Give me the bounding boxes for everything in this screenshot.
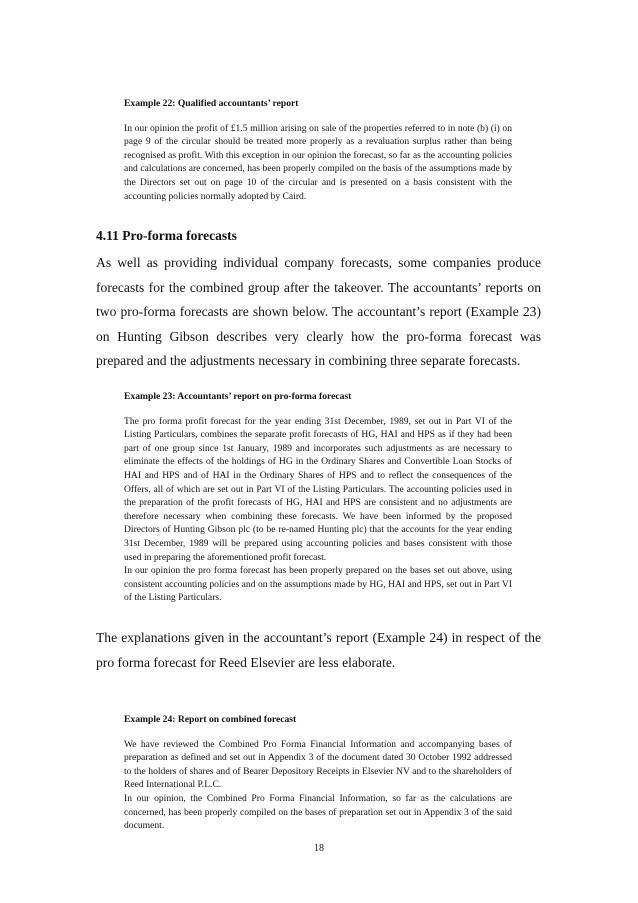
example-22: [124, 97, 512, 203]
example-24: [124, 713, 512, 833]
example-23-title: Example 23: Accountants’ report on pro-forma forecast: [124, 391, 352, 402]
section-heading: 4.11 Pro-forma forecasts: [96, 228, 237, 243]
paragraph-2: The explanations given in the accountant’s report (Example 24) in respect of the pro forma forecast for Reed Elsevier are less elaborate.: [96, 630, 541, 670]
example-23: [124, 390, 512, 605]
example-24-title: Example 24: Report on combined forecast: [124, 714, 297, 725]
example-23-text-1: The pro forma profit forecast for the year ending 31st December, 1989, set out in Part VI of the Listing Particulars, combines the separate profit forecasts of HG, HAI and HPS as if they had been part of one group since 1st January, 1989 and incorporates such adjustments as are necessary to eliminate the effects of the holdings of HG in the Ordinary Shares and Convertible Loan Stocks of HAI and HPS and of HAI in the Ordinary Shares of HPS and to reflect the consequences of the Offers, all of which are set out in Part VI of the Listing Particulars. The accounting policies used in the preparation of the profit forecasts of HG, HAI and HPS are consistent and no adjustments are therefore necessary when combining these forecasts. We have been informed by the proposed Directors of Hunting Gibson plc (to be re-named Hunting plc) that the accounts for the year ending 31st December, 1989 will be prepared using accounting policies and bases consistent with those used in preparing the aforementioned profit forecast.: [124, 415, 512, 563]
example-24-text-2: In our opinion, the Combined Pro Forma Financial Information, so far as the calculations are concerned, has been properly compiled on the bases of preparation set out in Appendix 3 of the said document.: [124, 792, 512, 832]
example-22-title: Example 22: Qualified accountants’ report: [124, 98, 299, 109]
example-22-text: In our opinion the profit of £1.5 million arising on sale of the properties referred to in note (b) (i) on page 9 of the circular should be treated more properly as a revaluation surplus rather than being recognised as profit. With this exception in our opinion the forecast, so far as the accounting policies and calculations are concerned, has been properly compiled on the basis of the assumptions made by the Directors set out on page 10 of the circular and is presented on a basis consistent with the accounting policies normally adopted by Caird.: [124, 122, 512, 202]
example-23-text-2: In our opinion the pro forma forecast has been properly prepared on the bases set out above, using consistent accounting policies and on the assumptions made by HG, HAI and HPS, set out in Part VI of the Listing Particulars.: [124, 565, 512, 604]
section-paragraph-1: As well as providing individual company forecasts, some companies produce forecasts for the combined group after the takeover. The accountants’ reports on two pro-forma forecasts are shown below. The accountant’s report (Example 23) on Hunting Gibson describes very clearly how the pro-forma forecast was prepared and the adjustments necessary in combining three separate forecasts.: [96, 255, 541, 368]
page-number: 18: [314, 843, 324, 854]
example-24-text-1: We have reviewed the Combined Pro Forma Financial Information and accompanying bases of preparation as defined and set out in Appendix 3 of the document dated 30 October 1992 addressed to the holders of shares and of Bearer Depository Receipts in Elsevier NV and to the shareholders of Reed International P.L.C.: [124, 738, 512, 791]
